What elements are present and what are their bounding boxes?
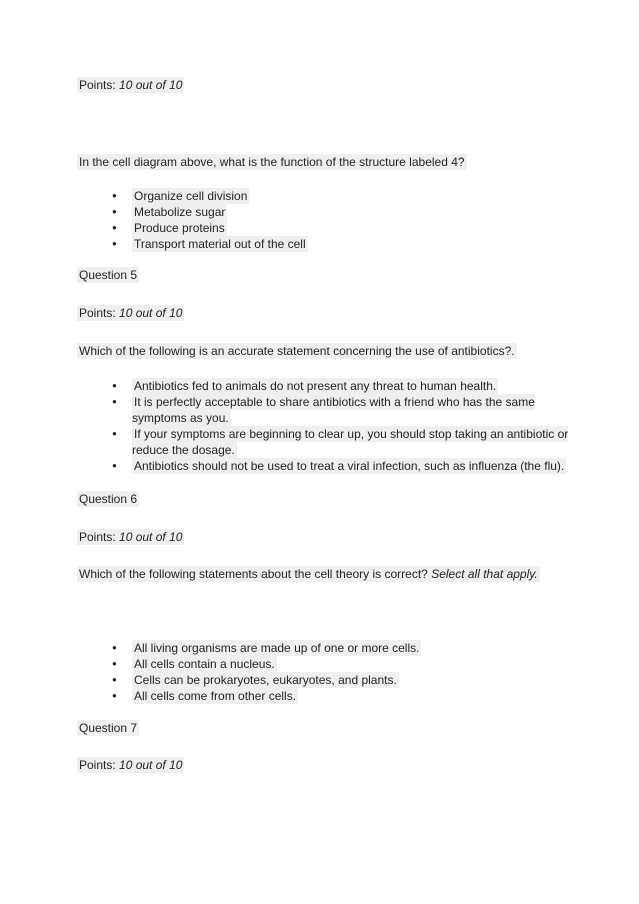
q6-option[interactable]: ● All living organisms are made up of one or more cells. — [112, 640, 421, 656]
q6-option[interactable]: ● All cells come from other cells. — [112, 688, 421, 704]
q4-option[interactable]: ● Organize cell division — [112, 188, 308, 204]
q4-question: In the cell diagram above, what is the function of the structure labeled 4? — [79, 155, 465, 169]
q5-option[interactable]: ● It is perfectly acceptable to share antibiotics with a friend who has the same symptoms as you. — [112, 394, 572, 426]
q5-option[interactable]: ● If your symptoms are beginning to clear up, you should stop taking an antibiotic or reduce the dosage. — [112, 426, 572, 458]
q5-question: Which of the following is an accurate statement concerning the use of antibiotics?. — [79, 344, 515, 358]
q7-title: Question 7 — [79, 721, 138, 735]
q6-question-note: Select all that apply. — [431, 567, 538, 581]
q5-points: Points: 10 out of 10 — [79, 306, 183, 320]
points-label: Points: — [79, 78, 116, 92]
q5-title: Question 5 — [79, 268, 138, 282]
q5-options — [112, 378, 592, 474]
q4-options — [112, 188, 308, 252]
q7-points: Points: 10 out of 10 — [79, 758, 183, 772]
q6-option[interactable]: ● Cells can be prokaryotes, eukaryotes, and plants. — [112, 672, 421, 688]
q6-question: Which of the following statements about the cell theory is correct? Select all that apply. — [79, 567, 538, 581]
q4-option[interactable]: ● Produce proteins — [112, 220, 308, 236]
q5-option[interactable]: ● Antibiotics should not be used to treat a viral infection, such as influenza (the flu). — [112, 458, 592, 474]
q4-option[interactable]: ● Metabolize sugar — [112, 204, 308, 220]
q5-option[interactable]: ● Antibiotics fed to animals do not present any threat to human health. — [112, 378, 592, 394]
points-line — [77, 78, 184, 93]
points-value: 10 out of 10 — [119, 78, 183, 92]
q6-points: Points: 10 out of 10 — [79, 530, 183, 544]
q6-option[interactable]: ● All cells contain a nucleus. — [112, 656, 421, 672]
q6-title: Question 6 — [79, 492, 138, 506]
q4-option[interactable]: ● Transport material out of the cell — [112, 236, 308, 252]
q6-options — [112, 640, 421, 704]
